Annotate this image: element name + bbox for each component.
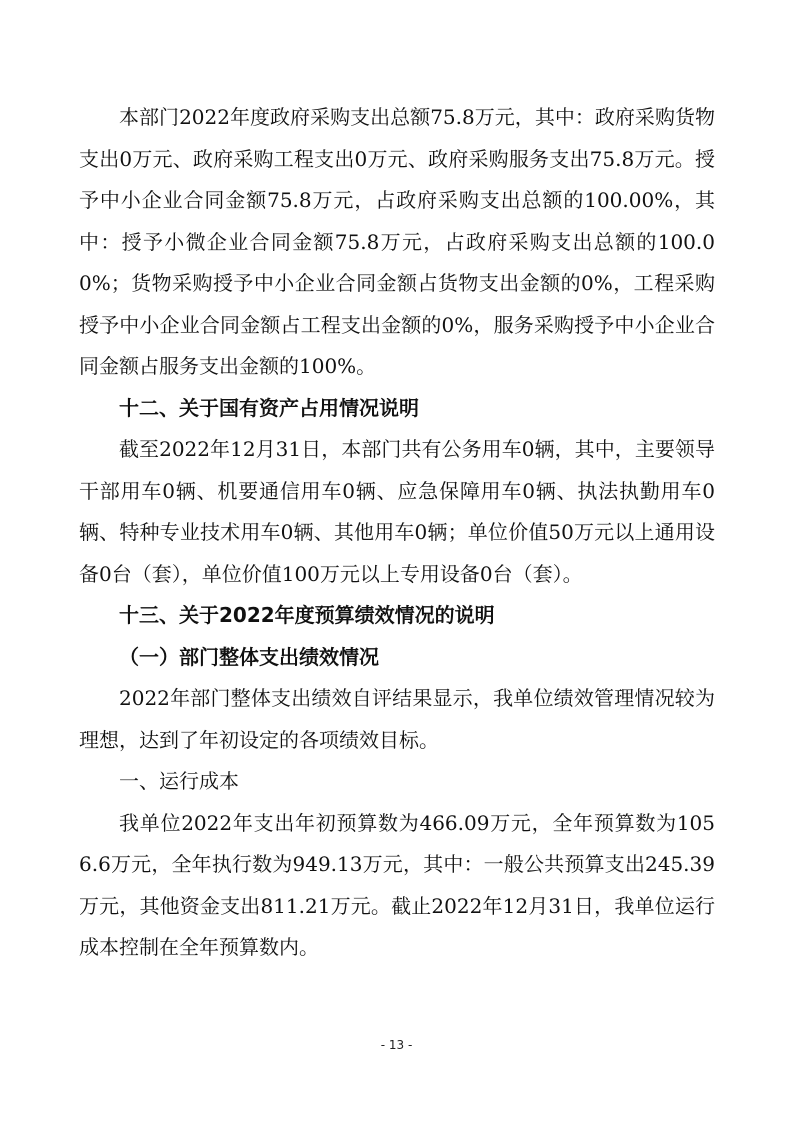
subsection-heading-overall-expenditure: （一）部门整体支出绩效情况 <box>119 644 379 669</box>
operating-cost-paragraph: 我单位2022年支出年初预算数为466.09万元，全年预算数为1056.6万元，全年执行数为949.13万元，其中：一般公共预算支出245.39万元，其他资金支出811.21万元。截止2022年12月31日，我单位运行成本控制在全年预算数内。 <box>79 810 715 959</box>
procurement-paragraph: 本部门2022年度政府采购支出总额75.8万元，其中：政府采购货物支出0万元、政府采购工程支出0万元、政府采购服务支出75.8万元。授予中小企业合同金额75.8万元，占政府采购支出总额的100.00%，其中：授予小微企业合同金额75.8万元，占政府采购支出总额的100.00%；货物采购授予中小企业合同金额占货物支出金额的0%，工程采购授予中小企业合同金额占工程支出金额的0%，服务采购授予中小企业合同金额占服务支出金额的100%。 <box>79 105 715 378</box>
section-heading-state-assets: 十二、关于国有资产占用情况说明 <box>119 395 419 420</box>
operating-cost-label: 一、运行成本 <box>119 769 239 793</box>
state-assets-paragraph: 截至2022年12月31日，本部门共有公务用车0辆，其中，主要领导干部用车0辆、机要通信用车0辆、应急保障用车0辆、执法执勤用车0辆、特种专业技术用车0辆、其他用车0辆；单位价值50万元以上通用设备0台（套），单位价值100万元以上专用设备0台（套）。 <box>79 437 715 586</box>
performance-evaluation-paragraph: 2022年部门整体支出绩效自评结果显示，我单位绩效管理情况较为理想，达到了年初设定的各项绩效目标。 <box>79 686 715 752</box>
page-number: - 13 - <box>380 1038 413 1052</box>
section-heading-budget-performance: 十三、关于2022年度预算绩效情况的说明 <box>119 603 495 627</box>
document-body <box>79 97 715 969</box>
